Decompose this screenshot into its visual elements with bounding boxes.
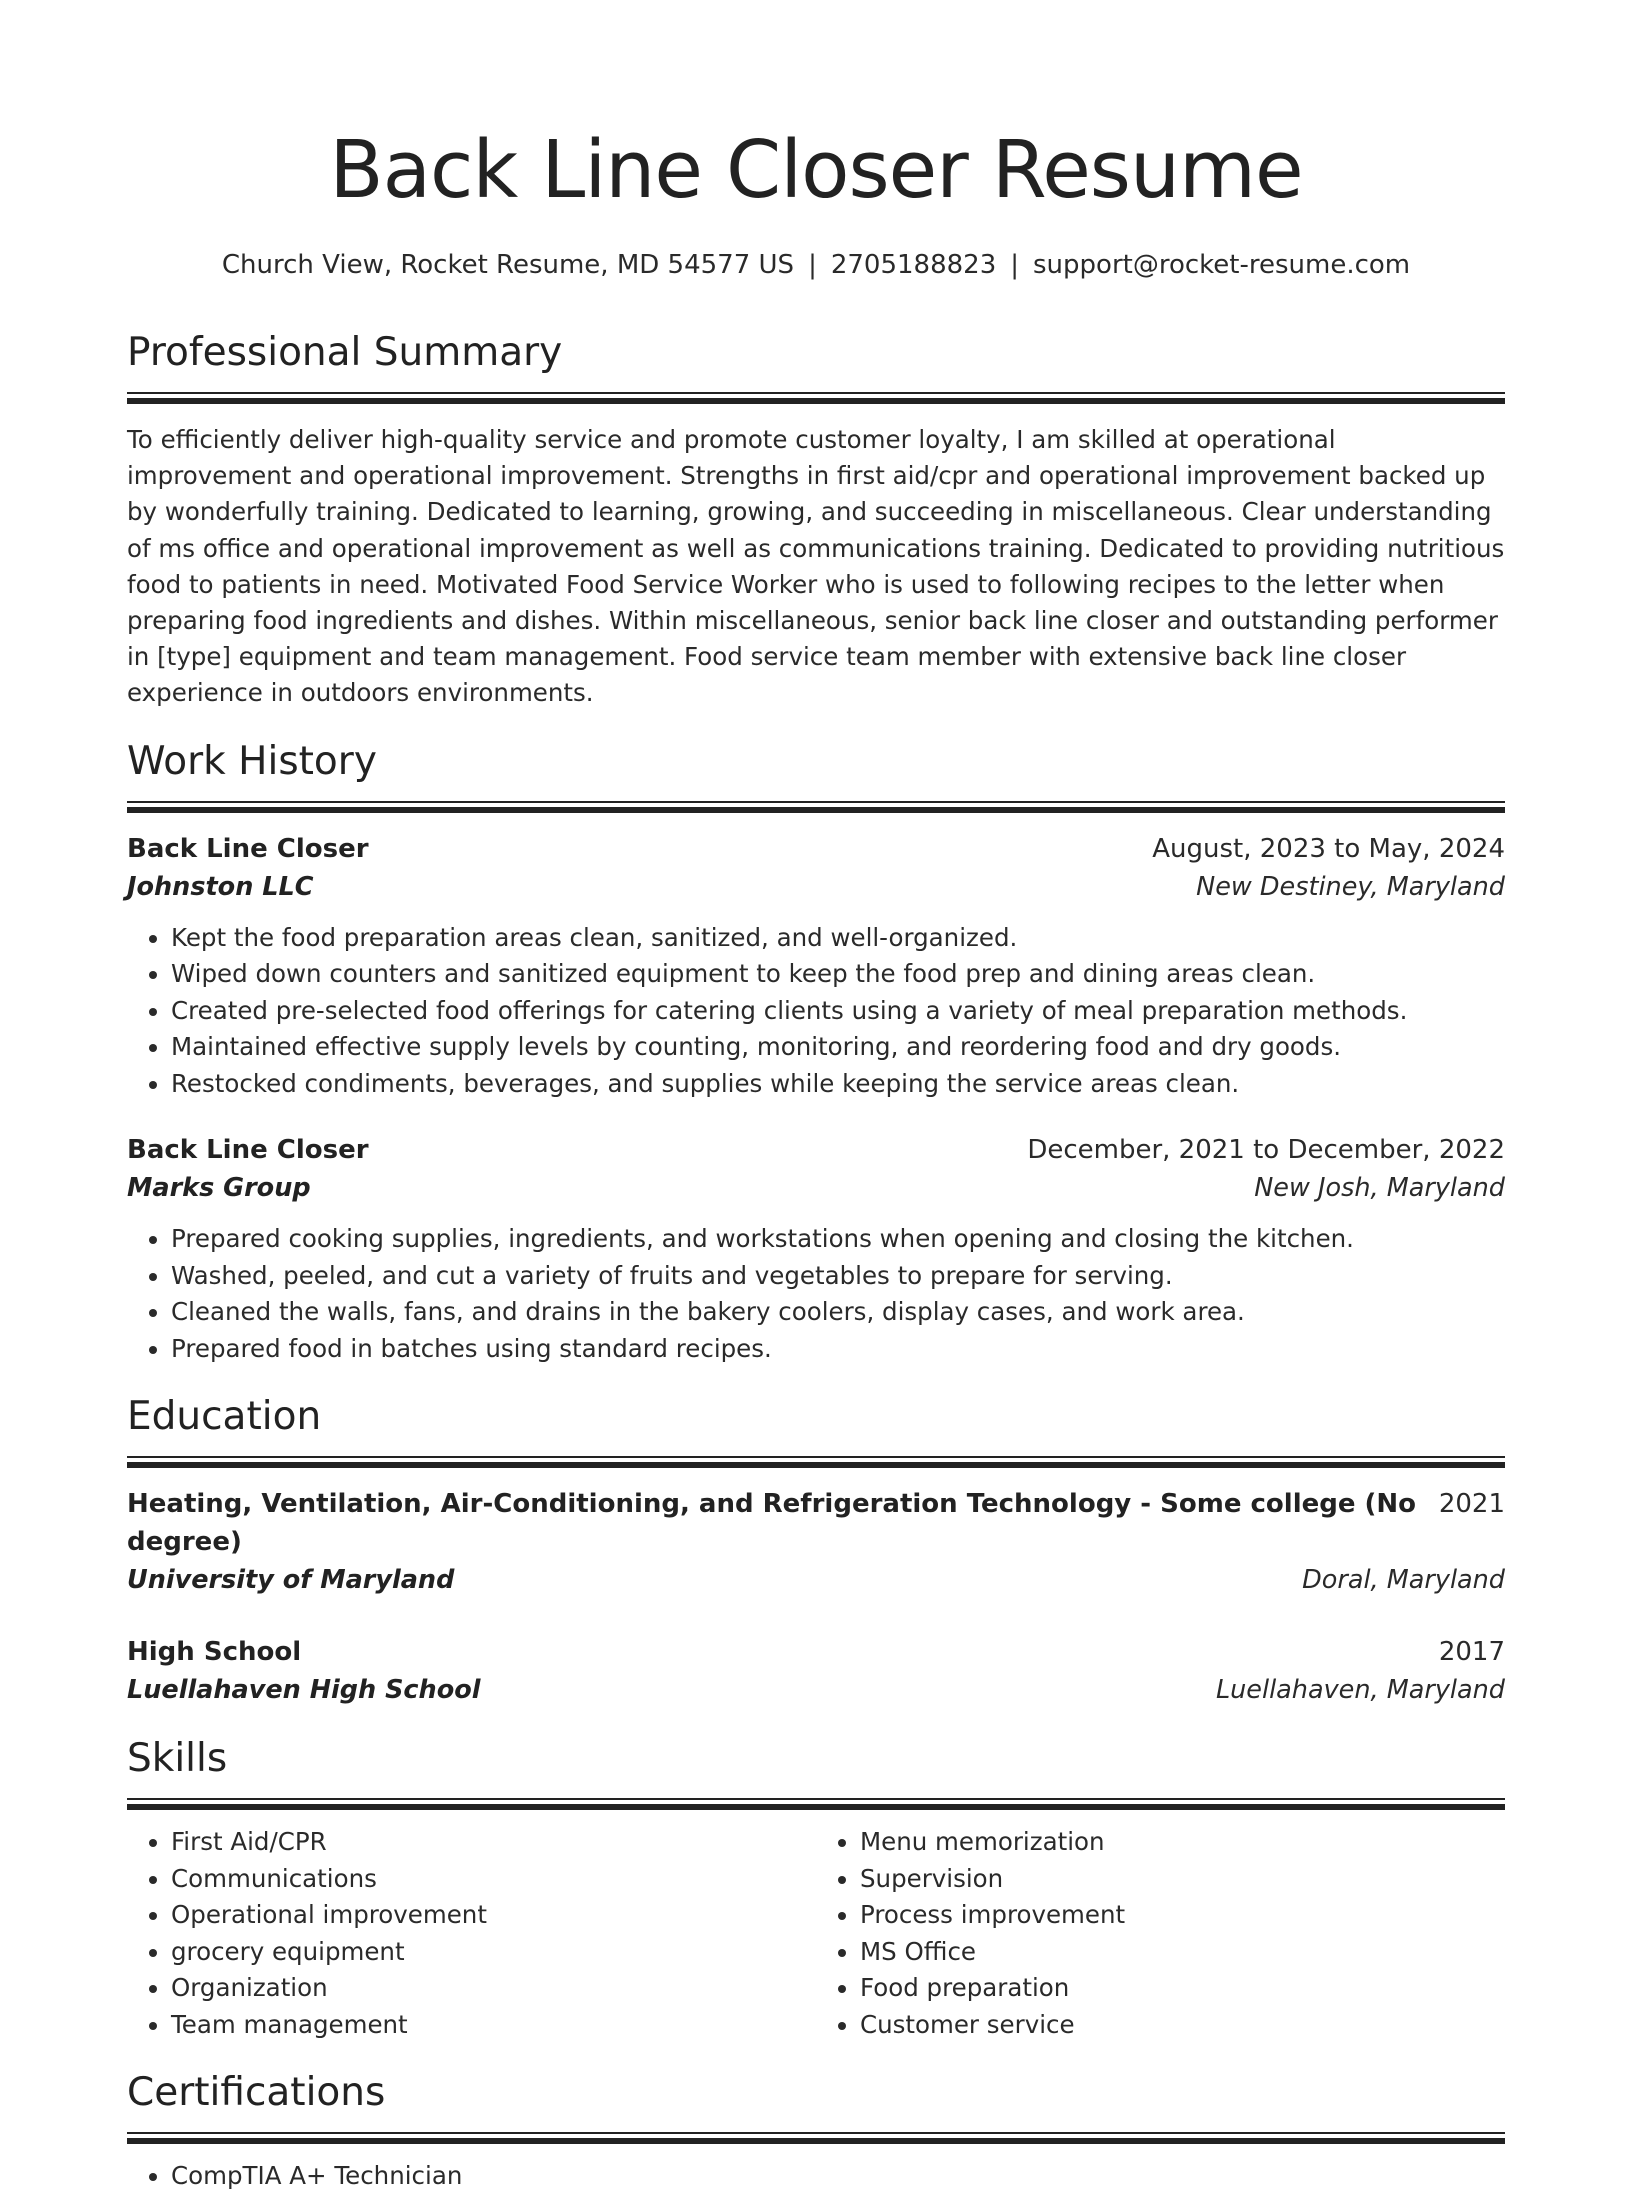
contact-email[interactable]: support@rocket-resume.com <box>1033 250 1411 280</box>
section-heading-certifications: Certifications <box>127 2070 386 2116</box>
list-item: • Prepared cooking supplies, ingredients, and workstations when opening and closing the kitchen. <box>171 1221 1505 1258</box>
education-entry <box>127 1485 1505 1599</box>
education-location: Luellahaven, Maryland <box>1215 1675 1505 1706</box>
job-company-row <box>127 868 1505 906</box>
list-item: • Washed, peeled, and cut a variety of fruits and vegetables to prepare for serving. <box>171 1258 1505 1295</box>
list-item: • Menu memorization <box>860 1824 1505 1861</box>
list-item: • grocery equipment <box>171 1934 816 1971</box>
education-school: University of Maryland <box>127 1565 455 1596</box>
job-duties-list <box>127 920 1505 1103</box>
work-history-section <box>127 737 1505 1368</box>
certifications-list <box>127 2158 1505 2195</box>
job-entry <box>127 830 1505 1103</box>
job-company-row <box>127 1169 1505 1207</box>
contact-separator: | <box>1010 250 1020 280</box>
section-divider <box>127 1798 1505 1810</box>
job-title: Back Line Closer <box>127 833 369 864</box>
list-item: • First Aid/CPR <box>171 1824 816 1861</box>
education-location: Doral, Maryland <box>1302 1565 1505 1596</box>
job-company: Marks Group <box>127 1173 311 1204</box>
education-section <box>127 1392 1505 1709</box>
job-header-row <box>127 1131 1505 1169</box>
list-item: • Maintained effective supply levels by counting, monitoring, and reordering food and dry goods. <box>171 1029 1505 1066</box>
job-title: Back Line Closer <box>127 1135 369 1166</box>
contact-phone: 2705188823 <box>830 250 997 280</box>
skills-grid <box>127 1824 1505 2043</box>
list-item: • Operational improvement <box>171 1897 816 1934</box>
job-location: New Destiney, Maryland <box>1196 871 1505 902</box>
certifications-section <box>127 2068 1505 2195</box>
list-item: • MS Office <box>860 1934 1505 1971</box>
summary-section <box>127 328 1505 712</box>
skills-list-left <box>127 1824 816 2043</box>
skills-section <box>127 1734 1505 2043</box>
education-year: 2017 <box>1438 1637 1505 1668</box>
job-dates: August, 2023 to May, 2024 <box>1152 833 1505 864</box>
page-title: Back Line Closer Resume <box>329 124 1303 216</box>
section-divider <box>127 1456 1505 1468</box>
list-item: • Customer service <box>860 2007 1505 2044</box>
section-heading-education: Education <box>127 1394 322 1440</box>
list-item: • Supervision <box>860 1861 1505 1898</box>
list-item: • Created pre-selected food offerings for catering clients using a variety of meal preparation methods. <box>171 993 1505 1030</box>
job-location: New Josh, Maryland <box>1254 1173 1505 1204</box>
education-school: Luellahaven High School <box>127 1675 481 1706</box>
education-entry <box>127 1633 1505 1709</box>
education-degree: High School <box>127 1637 302 1668</box>
list-item: • Prepared food in batches using standard recipes. <box>171 1331 1505 1368</box>
education-school-row <box>127 1561 1505 1599</box>
job-header-row <box>127 830 1505 868</box>
job-entry <box>127 1131 1505 1367</box>
section-divider <box>127 2132 1505 2144</box>
skills-list-right <box>816 1824 1505 2043</box>
job-company: Johnston LLC <box>127 871 314 902</box>
education-year: 2021 <box>1438 1489 1505 1520</box>
list-item: • Process improvement <box>860 1897 1505 1934</box>
list-item: • Wiped down counters and sanitized equipment to keep the food prep and dining areas clean. <box>171 956 1505 993</box>
list-item: • Team management <box>171 2007 816 2044</box>
education-degree: Heating, Ventilation, Air-Conditioning, and Refrigeration Technology - Some college (No degree) <box>127 1489 1417 1558</box>
contact-address: Church View, Rocket Resume, MD 54577 US <box>221 250 795 280</box>
list-item: • Communications <box>171 1861 816 1898</box>
section-divider <box>127 392 1505 404</box>
section-divider <box>127 801 1505 813</box>
list-item: • Organization <box>171 1970 816 2007</box>
list-item: • Kept the food preparation areas clean, sanitized, and well-organized. <box>171 920 1505 957</box>
section-heading-summary: Professional Summary <box>127 330 563 375</box>
job-dates: December, 2021 to December, 2022 <box>1027 1135 1505 1166</box>
education-header-row <box>127 1485 1505 1561</box>
education-school-row <box>127 1671 1505 1709</box>
contact-line <box>127 248 1505 282</box>
list-item: • CompTIA A+ Technician <box>171 2158 1505 2195</box>
section-heading-skills: Skills <box>127 1736 228 1782</box>
education-header-row <box>127 1633 1505 1671</box>
list-item: • Cleaned the walls, fans, and drains in the bakery coolers, display cases, and work area. <box>171 1294 1505 1331</box>
summary-text: To efficiently deliver high-quality service and promote customer loyalty, I am skilled at operational improvement and operational improvement. Strengths in first aid/cpr and operational improvement backed up by wonderfully training. Dedicated to learning, growing, and succeeding in miscellaneous. Clear understanding of ms office and operational improvement as well as communications training. Dedicated to providing nutritious food to patients in need. Motivated Food Service Worker who is used to following recipes to the letter when preparing food ingredients and dishes. Within miscellaneous, senior back line closer and outstanding performer in [type] equipment and team management. Food service team member with extensive back line closer experience in outdoors environments. <box>127 425 1505 708</box>
list-item: • Food preparation <box>860 1970 1505 2007</box>
section-heading-work: Work History <box>127 738 377 784</box>
list-item: • Restocked condiments, beverages, and supplies while keeping the service areas clean. <box>171 1066 1505 1103</box>
job-duties-list <box>127 1221 1505 1367</box>
contact-separator: | <box>808 250 817 280</box>
